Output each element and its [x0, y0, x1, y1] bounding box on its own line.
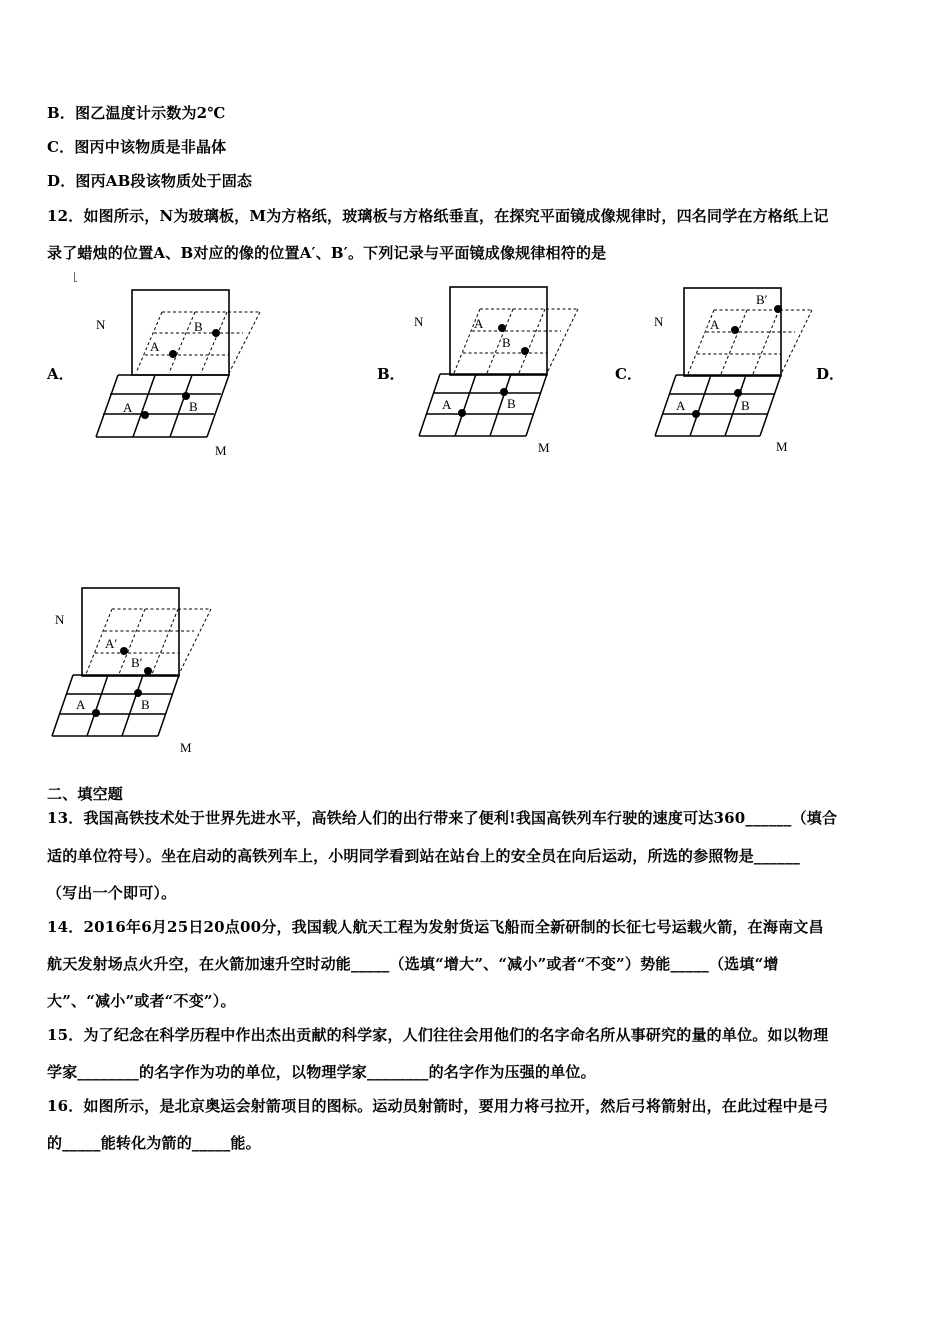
- image-b-label: B′: [131, 655, 143, 670]
- object-b-label: B: [189, 399, 198, 414]
- image-b-dot: [774, 305, 782, 313]
- option-c-label: C．: [615, 365, 642, 383]
- glass-label: N: [55, 612, 65, 627]
- object-b-label: B: [507, 396, 516, 411]
- section-title: 二、填空题: [47, 785, 124, 803]
- object-b-dot: [134, 689, 142, 697]
- question-13-line-3: （写出一个即可）。: [47, 884, 177, 902]
- image-a-dot: [731, 326, 739, 334]
- image-a-dot: [498, 324, 506, 332]
- question-14-line-1: 14．2016年6月25日20点00分，我国载人航天工程为发射货运飞船而全新研制的长征七号运载火箭，在海南文昌: [47, 918, 824, 936]
- image-b-dot: [212, 329, 220, 337]
- grid-paper: [52, 675, 179, 736]
- glass-label: N: [654, 314, 664, 329]
- object-a-dot: [458, 409, 466, 417]
- object-a-dot: [92, 709, 100, 717]
- question-12-line-1: 12．如图所示，N为玻璃板，M为方格纸，玻璃板与方格纸垂直，在探究平面镜成像规律时，四名同学在方格纸上记: [47, 207, 829, 225]
- paper-label: M: [215, 443, 227, 458]
- question-13-line-2: 适的单位符号）。坐在启动的高铁列车上，小明同学看到站在站台上的安全员在向后运动，所选的参照物是______: [47, 847, 801, 865]
- image-a-dot: [169, 350, 177, 358]
- image-b-dot: [144, 667, 152, 675]
- object-a-dot: [141, 411, 149, 419]
- object-b-dot: [500, 388, 508, 396]
- object-a-dot: [692, 410, 700, 418]
- figure-d: [45, 585, 225, 765]
- image-a-label: A: [150, 339, 160, 354]
- grid-paper: [655, 375, 781, 436]
- figure-a: [90, 285, 270, 465]
- grid-paper: [419, 374, 547, 436]
- option-a-label: A．: [47, 365, 74, 383]
- option-b-label: B．: [377, 365, 405, 383]
- paper-label: M: [538, 440, 550, 455]
- image-a-label: A′: [105, 636, 118, 651]
- option-b-line: B．图乙温度计示数为2℃: [47, 104, 226, 122]
- figure-c: [650, 285, 830, 465]
- object-a-label: A: [123, 400, 133, 415]
- image-b-label: B′: [756, 292, 768, 307]
- object-a-label: A: [76, 697, 86, 712]
- question-14-line-2: 航天发射场点火升空，在火箭加速升空时动能_____（选填“增大”、“减小”或者“不变”）势能_____（选填“增: [47, 955, 779, 973]
- glass-plate: [450, 287, 547, 375]
- object-b-label: B: [741, 398, 750, 413]
- question-13-line-1: 13．我国高铁技术处于世界先进水平，高铁给人们的出行带来了便利!我国高铁列车行驶的速度可达360______（填合: [47, 809, 838, 827]
- image-a-label: A: [474, 316, 484, 331]
- grid-paper: [96, 375, 229, 437]
- image-b-label: B: [502, 335, 511, 350]
- virtual-grid: [454, 309, 578, 373]
- question-15-line-1: 15．为了纪念在科学历程中作出杰出贡献的科学家，人们往往会用他们的名字命名所从事研究的量的单位。如以物理: [47, 1026, 829, 1044]
- paper-label: M: [776, 439, 788, 454]
- question-15-line-2: 学家________的名字作为功的单位，以物理学家________的名字作为压强的单位。: [47, 1063, 596, 1081]
- question-12-line-2: 录了蜡烛的位置A、B对应的像的位置A′、B′。下列记录与平面镜成像规律相符的是: [47, 244, 607, 262]
- question-16-line-2: 的_____能转化为箭的_____能。: [47, 1134, 261, 1152]
- paper-label: M: [180, 740, 192, 755]
- figure-b: [410, 285, 590, 465]
- option-c-line: C．图丙中该物质是非晶体: [47, 138, 227, 156]
- image-b-dot: [521, 347, 529, 355]
- image-b-label: B: [194, 319, 203, 334]
- image-a-label: A: [710, 317, 720, 332]
- image-a-dot: [120, 647, 128, 655]
- object-b-label: B: [141, 697, 150, 712]
- glass-label: N: [96, 317, 106, 332]
- question-14-line-3: 大”、“减小”或者“不变”）。: [47, 992, 236, 1010]
- virtual-grid: [688, 310, 812, 374]
- option-d-line: D．图丙AB段该物质处于固态: [47, 172, 253, 190]
- glass-label: N: [414, 314, 424, 329]
- option-d-label: D．: [816, 365, 845, 383]
- question-16-line-1: 16．如图所示，是北京奥运会射箭项目的图标。运动员射箭时，要用力将弓拉开，然后弓将箭射出，在此过程中是弓: [47, 1097, 829, 1115]
- object-a-label: A: [442, 397, 452, 412]
- object-b-dot: [734, 389, 742, 397]
- margin-mark: [74, 272, 77, 282]
- object-a-label: A: [676, 398, 686, 413]
